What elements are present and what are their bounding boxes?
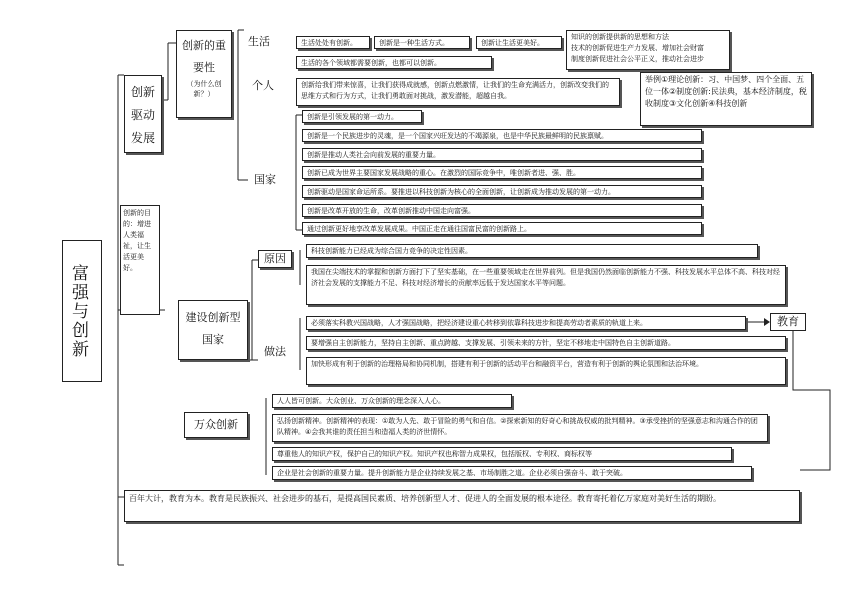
note-line-3: 制度创新促进社会公平正义，推动社会进步 [571,55,704,63]
person-label [252,78,274,94]
importance-node [176,30,232,118]
life-item-1-text: 生活处处有创新。 [301,39,357,47]
branch-innovation-driven-label: 创新驱动发展 [131,85,156,145]
life-item-3-text: 创新让生活更美好。 [481,39,544,47]
life-item-3 [476,36,562,49]
mass-item-1: 人人皆可创新。大众创业、万众创新的理念深入人心。 [272,394,512,408]
education-summary: 百年大计，教育为本。教育是民族振兴、社会进步的基石，是提高国民素质、培养创新型人才、促进人的全面发展的根本途径。教育寄托着亿万家庭对美好生活的期盼。 [124,490,800,522]
nation-item-5: 创新驱动是国家命运所系。要推进以科技创新为核心的全面创新，让创新成为推动发展的第一动力。 [302,185,702,198]
life-item-2 [374,36,470,49]
reason-item-1: 科技创新能力已经成为综合国力竞争的决定性因素。 [306,244,758,258]
root-topic [62,240,102,382]
reason-label: 原因 [258,250,292,268]
life-item-1 [296,36,370,49]
method-item-1: 必须落实科教兴国战略，人才强国战略，把经济建设重心转移到依靠科技进步和提高劳动者素质的轨道上来。 [306,316,746,330]
note-line-1: 知识的创新提供新的思想和方法 [571,33,669,41]
innovation-types-note [566,30,730,70]
example-note [640,72,812,126]
example-note-text: 举例①理论创新：习、中国梦、四个全面、五位一体②制度创新:民法典，基本经济制度，税收制度③文化创新④科技创新 [645,75,807,108]
life-label-text: 生活 [248,35,270,48]
nation-item-6: 创新是改革开放的生命，改革创新推动中国走向富强。 [302,204,702,217]
nation-item-3: 创新是推动人类社会向前发展的重要力量。 [302,148,702,161]
method-item-2: 要增强自主创新能力，坚持自主创新、重点跨越、支撑发展、引领未来的方针，坚定不移地走中国特色自主创新道路。 [306,336,786,350]
nation-item-2: 创新是一个民族进步的灵魂，是一个国家兴旺发达的不竭源泉，也是中华民族最鲜明的民族禀赋。 [302,129,702,142]
branch-mass-innovation: 万众创新 [184,412,248,438]
branch-innovative-nation-label: 建设创新型国家 [185,311,241,346]
nation-item-7: 通过创新更好地享改革发展成果。中国正走在通往国富民富的创新路上。 [302,222,702,235]
person-label-text: 个人 [252,79,274,92]
importance-subtitle: （为什么创新？） [186,80,222,98]
person-text-content: 创新给我们带来惊喜，让我们获得成就感，创新点燃激情，让我们的生命充满活力，创新改变我们的思维方式和行为方式，让我们勇敢面对挑战，激发潜能，超越自我。 [301,81,609,100]
importance-title: 创新的重要性 [182,39,226,74]
mass-item-2: 弘扬创新精神。创新精神的表现：①敢为人先、敢于冒险的勇气和自信。②探索新知的好奇心和挑战权威的批判精神。③承受挫折的坚强意志和沟通合作的团队精神。④会我其谁的责任担当和造福人类的济世情怀。 [272,414,768,442]
nation-item-1: 创新是引领发展的第一动力。 [302,110,422,123]
mass-item-4: 企业是社会创新的重要力量。提升创新能力是企业持续发展之基、市场制胜之道。企业必须自强奋斗、敢于突破。 [272,466,752,480]
life-row-2 [296,56,492,69]
branch-innovative-nation [178,300,248,360]
innovation-goal-note [120,205,160,315]
nation-label-text: 国家 [254,173,276,186]
branch-innovation-driven [124,75,162,153]
life-row-2-text: 生活的各个领域都需要创新，也都可以创新。 [301,59,441,67]
method-label: 做法 [264,345,286,358]
education-node: 教育 [770,313,806,331]
method-item-3: 加快形成有利于创新的治理格局和协同机制，搭建有利于创新的活动平台和融资平台，营造有利于创新的舆论氛围和法治环境。 [306,357,786,385]
note-line-2: 技术的创新促进生产力发展、增加社会财富 [571,44,704,52]
life-item-2-text: 创新是一种生活方式。 [379,39,449,47]
person-text [296,78,620,106]
nation-item-4: 创新已成为世界主要国家发展战略的重心。在激烈的国际竞争中，唯创新者进、强、胜。 [302,166,702,179]
life-label [248,34,270,50]
root-label: 富强与创新 [68,263,88,359]
mass-item-3: 尊重他人的知识产权，保护自己的知识产权。知识产权也称智力成果权，包括版权、专利权、商标权等 [272,447,732,461]
innovation-goal-text: 创新的目的：增进人类福祉，让生活更美好。 [123,209,151,272]
nation-label [254,172,276,188]
reason-item-2: 我国在尖端技术的掌握和创新方面打下了坚实基础，在一些重要领域走在世界前列。但是我国仍然面临创新能力不强、科技发展水平总体不高、科技对经济社会发展的支撑能力不足、科技对经济增长的贡献率远低于发达国家水平等问题。 [306,265,786,305]
